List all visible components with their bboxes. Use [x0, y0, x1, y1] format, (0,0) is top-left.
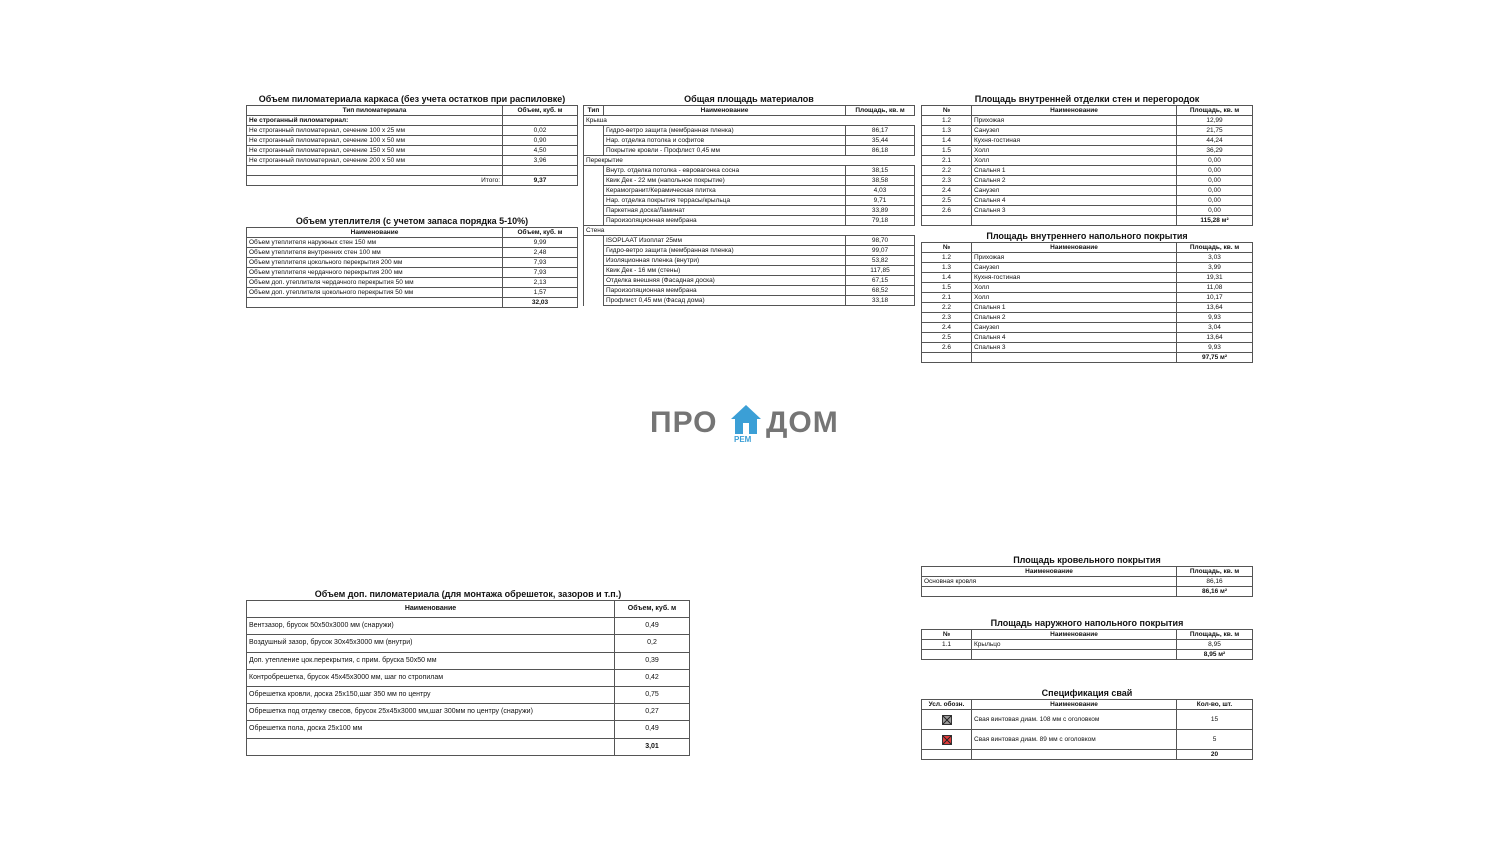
table-cell [584, 146, 604, 156]
roof-table-block [921, 555, 1253, 597]
table-cell: 2.6 [922, 343, 972, 353]
table-row [922, 313, 1253, 323]
company-logo [650, 404, 850, 446]
table-cell: Кухня-гостиная [972, 136, 1177, 146]
table-row [247, 268, 578, 278]
table-cell: 0,00 [1177, 166, 1253, 176]
floor-title: Площадь внутреннего напольного покрытия [986, 231, 1188, 241]
table-cell: 33,18 [846, 296, 915, 306]
table-cell [584, 196, 604, 206]
walls-table-block [921, 94, 1253, 226]
lumber-title: Объем пиломатериала каркаса (без учета остатков при распиловке) [258, 94, 566, 104]
table-cell: 11,08 [1177, 283, 1253, 293]
table-cell: 2.1 [922, 156, 972, 166]
table-cell: Крыльцо [972, 640, 1177, 650]
table-cell: 38,58 [846, 176, 915, 186]
table-cell: 1.4 [922, 273, 972, 283]
table-cell: Обрешетка под отделку свесов, брусок 25х45х3000 мм,шаг 300мм по центру (снаружи) [247, 704, 615, 721]
roof-title: Площадь кровельного покрытия [1013, 555, 1161, 565]
table-row [922, 577, 1253, 587]
col-header: Объем, куб. м [503, 228, 578, 238]
red-square-cross-icon [942, 736, 952, 743]
table-cell: 68,52 [846, 286, 915, 296]
table-cell: 0,39 [615, 652, 690, 669]
table-cell: 44,24 [1177, 136, 1253, 146]
table-cell [584, 246, 604, 256]
table-row [584, 186, 915, 196]
table-cell: Нар. отделка потолка и софитов [604, 136, 846, 146]
table-row [584, 166, 915, 176]
table-row [922, 176, 1253, 186]
col-header: Площадь, кв. м [1177, 106, 1253, 116]
table-cell: 4,50 [503, 146, 578, 156]
col-header: № [922, 106, 972, 116]
table-cell: Перекрытие [584, 156, 915, 166]
table-cell: 2.4 [922, 186, 972, 196]
table-row [584, 136, 915, 146]
table-row [247, 156, 578, 166]
table-row [584, 126, 915, 136]
table-cell: Паркетная доска/Ламинат [604, 206, 846, 216]
table-cell: Доп. утепление цок.перекрытия, с прим. бруска 50х50 мм [247, 652, 615, 669]
table-cell: Объем утеплителя наружных стен 150 мм [247, 238, 503, 248]
table-cell: 1.3 [922, 126, 972, 136]
piles-table-block [921, 688, 1253, 760]
col-header: Кол-во, шт. [1177, 700, 1253, 710]
table-cell: 0,02 [503, 126, 578, 136]
table-cell: 1.2 [922, 253, 972, 263]
table-cell: 86,16 [1177, 577, 1253, 587]
roof-total: 86,16 м² [1177, 587, 1253, 597]
col-header: Площадь, кв. м [1177, 630, 1253, 640]
table-cell: 1.1 [922, 640, 972, 650]
table-cell: Холл [972, 156, 1177, 166]
table-cell: Объем утеплителя чердачного перекрытия 200 мм [247, 268, 503, 278]
table-cell: 0,00 [1177, 206, 1253, 216]
table-cell [584, 286, 604, 296]
table-cell [584, 276, 604, 286]
outer-floor-table [921, 629, 1253, 660]
table-cell [584, 236, 604, 246]
table-cell: 117,85 [846, 266, 915, 276]
table-cell: 3,04 [1177, 323, 1253, 333]
logo-text-left: ПРО [650, 406, 718, 439]
insulation-table [246, 227, 578, 308]
table-cell: Свая винтовая диам. 89 мм с оголовком [972, 730, 1177, 750]
table-cell: Спальня 1 [972, 303, 1177, 313]
table-cell [922, 730, 972, 750]
col-header: Наименование [604, 106, 846, 116]
table-cell: 0,90 [503, 136, 578, 146]
insulation-table-block [246, 216, 578, 308]
table-row [922, 273, 1253, 283]
table-cell: 1.5 [922, 146, 972, 156]
table-cell: 15 [1177, 710, 1253, 730]
table-row [922, 283, 1253, 293]
table-cell: Не строганный пиломатериал, сечение 150 х 50 мм [247, 146, 503, 156]
floor-table [921, 242, 1253, 363]
table-cell: 2.1 [922, 293, 972, 303]
table-cell: Гидро-ветро защита (мембранная пленка) [604, 126, 846, 136]
table-row [922, 186, 1253, 196]
table-cell: Изоляционная пленка (внутри) [604, 256, 846, 266]
materials-table-block [583, 94, 915, 306]
table-cell: 2.2 [922, 166, 972, 176]
table-cell: 53,82 [846, 256, 915, 266]
table-row [922, 710, 1253, 730]
outer-floor-title: Площадь наружного напольного покрытия [990, 618, 1184, 628]
table-cell: 2.3 [922, 176, 972, 186]
col-header: № [922, 630, 972, 640]
table-cell: 8,95 [1177, 640, 1253, 650]
table-cell: 19,31 [1177, 273, 1253, 283]
table-cell: 3,99 [1177, 263, 1253, 273]
table-cell: 2.3 [922, 313, 972, 323]
table-cell: 9,71 [846, 196, 915, 206]
table-row [584, 276, 915, 286]
col-header: Наименование [972, 630, 1177, 640]
table-cell: 86,17 [846, 126, 915, 136]
roof-table [921, 566, 1253, 597]
col-header: Наименование [972, 700, 1177, 710]
table-row [584, 116, 915, 126]
table-row [922, 333, 1253, 343]
table-cell [584, 126, 604, 136]
table-row [584, 196, 915, 206]
table-cell: 3,03 [1177, 253, 1253, 263]
table-cell: 35,44 [846, 136, 915, 146]
table-cell: Не строганный пиломатериал, сечение 100 х 50 мм [247, 136, 503, 146]
table-cell: 98,70 [846, 236, 915, 246]
table-row [247, 258, 578, 268]
table-cell: Профлист 0,45 мм (Фасад дома) [604, 296, 846, 306]
col-header: Усл. обозн. [922, 700, 972, 710]
table-cell [584, 206, 604, 216]
table-cell: Прихожая [972, 253, 1177, 263]
table-cell: 2.6 [922, 206, 972, 216]
table-cell: Основная кровля [922, 577, 1177, 587]
table-cell: 0,00 [1177, 156, 1253, 166]
table-row [922, 640, 1253, 650]
col-header: Наименование [247, 601, 615, 618]
lumber-subheader: Не строганный пиломатериал: [247, 116, 503, 126]
extra-lumber-title: Объем доп. пиломатериала (для монтажа обрешеток, зазоров и т.п.) [314, 589, 622, 599]
house-icon [730, 404, 762, 436]
table-row [584, 226, 915, 236]
table-cell: 0,00 [1177, 196, 1253, 206]
outer-floor-table-block [921, 618, 1253, 660]
table-row [247, 248, 578, 258]
table-row [247, 126, 578, 136]
table-cell: 1,57 [503, 288, 578, 298]
col-header: Наименование [972, 243, 1177, 253]
table-row [247, 704, 690, 721]
table-row [922, 136, 1253, 146]
table-cell: Пароизоляционная мембрана [604, 216, 846, 226]
table-row [922, 196, 1253, 206]
col-header: Объем, куб. м [503, 106, 578, 116]
table-row [922, 263, 1253, 273]
table-row [584, 146, 915, 156]
table-cell: Гидро-ветро защита (мембранная пленка) [604, 246, 846, 256]
table-row [922, 116, 1253, 126]
table-row [922, 146, 1253, 156]
col-header: Тип [584, 106, 604, 116]
table-cell: Спальня 2 [972, 313, 1177, 323]
floor-total: 97,75 м² [1177, 353, 1253, 363]
table-cell: 1.3 [922, 263, 972, 273]
table-cell: 0,49 [615, 618, 690, 635]
table-cell: 2,48 [503, 248, 578, 258]
table-cell: 36,29 [1177, 146, 1253, 156]
col-header: Площадь, кв. м [846, 106, 915, 116]
table-cell: Контробрешетка, брусок 45х45х3000 мм, шаг по стропилам [247, 669, 615, 686]
table-row [247, 618, 690, 635]
table-cell: Крыша [584, 116, 915, 126]
insulation-total: 32,03 [503, 298, 578, 308]
table-cell [584, 216, 604, 226]
materials-title: Общая площадь материалов [684, 94, 814, 104]
table-cell: 0,00 [1177, 186, 1253, 196]
table-cell: 1.4 [922, 136, 972, 146]
table-cell: 0,75 [615, 686, 690, 703]
floor-table-block [921, 231, 1253, 363]
table-cell: 7,93 [503, 268, 578, 278]
lumber-total-label: Итого: [247, 176, 503, 186]
table-row [247, 669, 690, 686]
table-row [584, 296, 915, 306]
table-cell: 38,15 [846, 166, 915, 176]
table-cell: 1.5 [922, 283, 972, 293]
table-row [247, 136, 578, 146]
col-header: Наименование [247, 228, 503, 238]
table-cell: Вентзазор, брусок 50х50х3000 мм (снаружи) [247, 618, 615, 635]
table-row [247, 238, 578, 248]
col-header: Объем, куб. м [615, 601, 690, 618]
materials-table [583, 105, 915, 306]
table-row [922, 323, 1253, 333]
table-cell: 0,2 [615, 635, 690, 652]
piles-title: Спецификация свай [1041, 688, 1133, 698]
table-cell [584, 176, 604, 186]
table-cell: 86,18 [846, 146, 915, 156]
table-row [584, 256, 915, 266]
col-header: Тип пиломатериала [247, 106, 503, 116]
table-cell: Санузел [972, 186, 1177, 196]
walls-total: 115,28 м² [1177, 216, 1253, 226]
table-cell: 7,93 [503, 258, 578, 268]
table-cell: Обрешетка пола, доска 25х100 мм [247, 721, 615, 738]
table-cell: Не строганный пиломатериал, сечение 200 х 50 мм [247, 156, 503, 166]
table-cell: 67,15 [846, 276, 915, 286]
col-header: Площадь, кв. м [1177, 243, 1253, 253]
table-cell: Спальня 3 [972, 343, 1177, 353]
table-cell: 0,00 [1177, 176, 1253, 186]
table-cell: Обрешетка кровли, доска 25х150,шаг 350 мм по центру [247, 686, 615, 703]
table-cell [584, 186, 604, 196]
extra-lumber-table [246, 600, 690, 756]
table-cell: 0,27 [615, 704, 690, 721]
table-cell: Стена [584, 226, 915, 236]
table-row [922, 126, 1253, 136]
table-cell: Квик Дек - 16 мм (стены) [604, 266, 846, 276]
lumber-table-block [246, 94, 578, 186]
table-row [922, 303, 1253, 313]
table-cell: Санузел [972, 126, 1177, 136]
table-cell: Прихожая [972, 116, 1177, 126]
walls-table [921, 105, 1253, 226]
logo-subtext: РЕМ [734, 435, 752, 444]
table-cell: Санузел [972, 263, 1177, 273]
outer-floor-total: 8,95 м² [1177, 650, 1253, 660]
table-cell: 0,42 [615, 669, 690, 686]
table-cell: Воздушный зазор, брусок 30х45х3000 мм (внутри) [247, 635, 615, 652]
table-row [584, 286, 915, 296]
table-cell: Объем утеплителя внутренних стен 100 мм [247, 248, 503, 258]
table-cell: Внутр. отделка потолка - евровагонка сосна [604, 166, 846, 176]
table-cell: 4,03 [846, 186, 915, 196]
table-cell [584, 166, 604, 176]
table-cell: 5 [1177, 730, 1253, 750]
piles-total: 20 [1177, 750, 1253, 760]
table-cell: 10,17 [1177, 293, 1253, 303]
table-cell [584, 296, 604, 306]
col-header: Наименование [922, 567, 1177, 577]
table-cell: 13,64 [1177, 303, 1253, 313]
table-cell: Пароизоляционная мембрана [604, 286, 846, 296]
table-row [247, 146, 578, 156]
table-cell: 79,18 [846, 216, 915, 226]
table-cell: Не строганный пиломатериал, сечение 100 х 25 мм [247, 126, 503, 136]
table-cell: Холл [972, 146, 1177, 156]
table-cell: Холл [972, 293, 1177, 303]
table-row [584, 216, 915, 226]
table-cell: 9,99 [503, 238, 578, 248]
table-row [247, 635, 690, 652]
table-row [247, 721, 690, 738]
insulation-title: Объем утеплителя (с учетом запаса порядка 5-10%) [295, 216, 529, 226]
table-cell: Объем доп. утеплителя цокольного перекрытия 50 мм [247, 288, 503, 298]
table-cell: 3,96 [503, 156, 578, 166]
table-cell: 12,99 [1177, 116, 1253, 126]
extra-lumber-total: 3,01 [615, 738, 690, 755]
table-cell: 2.5 [922, 196, 972, 206]
grey-square-cross-icon [942, 716, 952, 723]
lumber-table [246, 105, 578, 186]
table-row [584, 236, 915, 246]
table-row [922, 293, 1253, 303]
table-cell: Объем утеплителя цокольного перекрытия 200 мм [247, 258, 503, 268]
table-cell: Спальня 1 [972, 166, 1177, 176]
table-row [584, 156, 915, 166]
table-cell: Объем доп. утеплителя чердачного перекрытия 50 мм [247, 278, 503, 288]
table-row [247, 686, 690, 703]
col-header: Наименование [972, 106, 1177, 116]
table-row [922, 156, 1253, 166]
table-row [584, 206, 915, 216]
table-cell: 2.4 [922, 323, 972, 333]
logo-text-right: ДОМ [766, 406, 839, 439]
table-row [247, 288, 578, 298]
table-cell: 2.5 [922, 333, 972, 343]
table-row [922, 343, 1253, 353]
table-cell [584, 136, 604, 146]
table-cell: Керамогранит/Керамическая плитка [604, 186, 846, 196]
table-cell: 2,13 [503, 278, 578, 288]
table-cell: Кухня-гостиная [972, 273, 1177, 283]
table-row [922, 206, 1253, 216]
table-cell: Свая винтовая диам. 108 мм с оголовком [972, 710, 1177, 730]
table-row [247, 278, 578, 288]
table-cell: 9,93 [1177, 343, 1253, 353]
table-cell: Покрытие кровли - Профлист 0,45 мм [604, 146, 846, 156]
table-cell: Холл [972, 283, 1177, 293]
table-cell: 2.2 [922, 303, 972, 313]
walls-title: Площадь внутренней отделки стен и перегородок [974, 94, 1200, 104]
table-cell: 13,64 [1177, 333, 1253, 343]
table-row [922, 166, 1253, 176]
table-cell: 1.2 [922, 116, 972, 126]
table-cell [584, 266, 604, 276]
table-cell [584, 256, 604, 266]
table-cell: Спальня 3 [972, 206, 1177, 216]
table-row [922, 730, 1253, 750]
piles-table [921, 699, 1253, 760]
col-header: № [922, 243, 972, 253]
table-cell: Санузел [972, 323, 1177, 333]
table-cell: Отделка внешняя (Фасадная доска) [604, 276, 846, 286]
table-cell: Квик Дек - 22 мм (напольное покрытие) [604, 176, 846, 186]
table-row [584, 246, 915, 256]
table-cell: 0,49 [615, 721, 690, 738]
table-row [922, 253, 1253, 263]
table-cell: Спальня 2 [972, 176, 1177, 186]
col-header: Площадь, кв. м [1177, 567, 1253, 577]
table-row [584, 176, 915, 186]
table-cell: ISOPLAAT Изоплат 25мм [604, 236, 846, 246]
table-cell: Спальня 4 [972, 333, 1177, 343]
table-row [247, 652, 690, 669]
table-cell: Нар. отделка покрытия террасы/крыльца [604, 196, 846, 206]
table-cell: Спальня 4 [972, 196, 1177, 206]
table-cell: 21,75 [1177, 126, 1253, 136]
table-cell: 33,89 [846, 206, 915, 216]
table-row [584, 266, 915, 276]
table-cell [922, 710, 972, 730]
lumber-total: 9,37 [503, 176, 578, 186]
extra-lumber-table-block [246, 589, 690, 756]
table-cell: 9,93 [1177, 313, 1253, 323]
table-cell: 99,07 [846, 246, 915, 256]
